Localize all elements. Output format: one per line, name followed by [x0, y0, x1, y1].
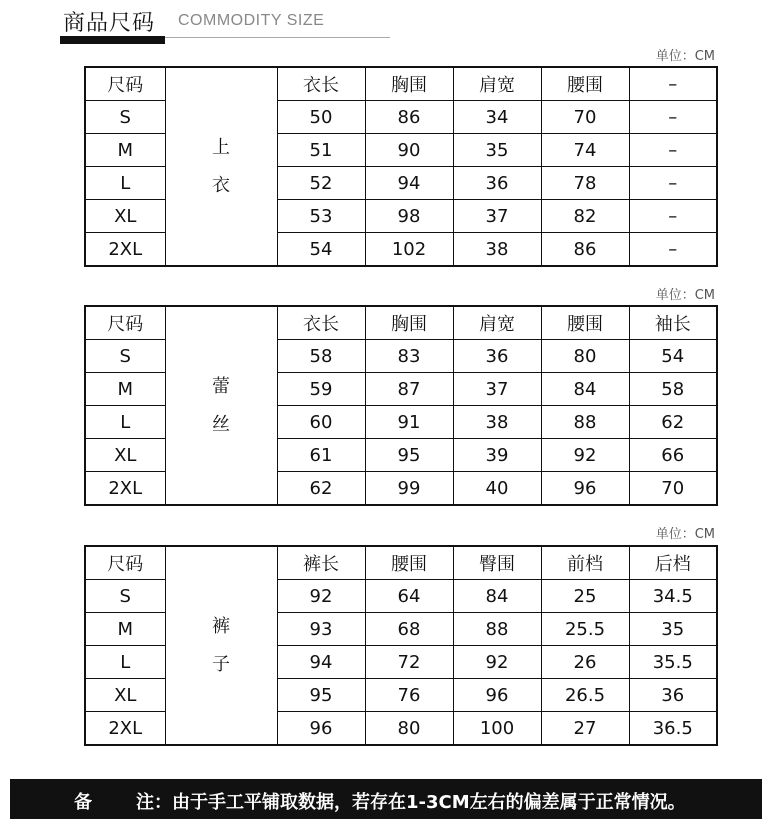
size-cell: M [85, 134, 165, 167]
measurement-cell: 84 [541, 373, 629, 406]
measurement-cell: 88 [541, 406, 629, 439]
size-cell: 2XL [85, 233, 165, 267]
measurement-cell: 62 [277, 472, 365, 506]
measurement-cell: – [629, 200, 717, 233]
measurement-cell: 96 [277, 712, 365, 746]
measurement-cell: 26 [541, 646, 629, 679]
measurement-cell: 64 [365, 580, 453, 613]
measurement-cell: 60 [277, 406, 365, 439]
measurement-cell: 96 [453, 679, 541, 712]
header-cell: 衣长 [277, 67, 365, 101]
size-cell: 2XL [85, 712, 165, 746]
measurement-cell: – [629, 134, 717, 167]
measurement-cell: 25 [541, 580, 629, 613]
measurement-cell: 76 [365, 679, 453, 712]
size-cell: M [85, 373, 165, 406]
measurement-cell: 25.5 [541, 613, 629, 646]
measurement-cell: 40 [453, 472, 541, 506]
header-cell: 腰围 [541, 306, 629, 340]
measurement-cell: 80 [541, 340, 629, 373]
header-cell: 前档 [541, 546, 629, 580]
measurement-cell: 36 [629, 679, 717, 712]
measurement-cell: 66 [629, 439, 717, 472]
measurement-cell: 68 [365, 613, 453, 646]
measurement-cell: 58 [629, 373, 717, 406]
measurement-cell: 70 [541, 101, 629, 134]
header-cell: 胸围 [365, 67, 453, 101]
header-cell: – [629, 67, 717, 101]
size-table-lace [84, 305, 718, 506]
header-cell: 裤长 [277, 546, 365, 580]
measurement-cell: 54 [629, 340, 717, 373]
header-cell: 臀围 [453, 546, 541, 580]
measurement-cell: 94 [365, 167, 453, 200]
measurement-cell: 92 [541, 439, 629, 472]
unit-label-1: 单位：CM [655, 49, 715, 64]
measurement-cell: 90 [365, 134, 453, 167]
measurement-cell: – [629, 233, 717, 267]
header-cell: 肩宽 [453, 306, 541, 340]
measurement-cell: 62 [629, 406, 717, 439]
size-cell: XL [85, 679, 165, 712]
measurement-cell: 34.5 [629, 580, 717, 613]
measurement-cell: 95 [365, 439, 453, 472]
note-bar [10, 779, 762, 819]
measurement-cell: 26.5 [541, 679, 629, 712]
measurement-cell: 51 [277, 134, 365, 167]
measurement-cell: 94 [277, 646, 365, 679]
measurement-cell: 36 [453, 340, 541, 373]
header-cell: 尺码 [85, 546, 165, 580]
measurement-cell: 36.5 [629, 712, 717, 746]
size-cell: M [85, 613, 165, 646]
category-char: 上 [212, 136, 230, 158]
measurement-cell: 52 [277, 167, 365, 200]
category-char: 蕾 [212, 375, 230, 397]
measurement-cell: 72 [365, 646, 453, 679]
measurement-cell: 98 [365, 200, 453, 233]
table-header-row [85, 546, 717, 580]
note-text: 注：由于手工平铺取数据，若存在1-3CM左右的偏差属于正常情况。 [136, 792, 686, 813]
table-header-row [85, 67, 717, 101]
measurement-cell: 83 [365, 340, 453, 373]
category-char: 子 [212, 653, 230, 675]
size-cell: 2XL [85, 472, 165, 506]
measurement-cell: 78 [541, 167, 629, 200]
measurement-cell: 95 [277, 679, 365, 712]
measurement-cell: 38 [453, 233, 541, 267]
measurement-cell: 27 [541, 712, 629, 746]
size-cell: L [85, 406, 165, 439]
measurement-cell: 59 [277, 373, 365, 406]
measurement-cell: 36 [453, 167, 541, 200]
table-header-row [85, 306, 717, 340]
category-label [165, 546, 277, 745]
header-cell: 衣长 [277, 306, 365, 340]
size-table-pants [84, 545, 718, 746]
measurement-cell: 92 [277, 580, 365, 613]
measurement-cell: 35 [453, 134, 541, 167]
measurement-cell: 61 [277, 439, 365, 472]
header-cell: 肩宽 [453, 67, 541, 101]
header-cell: 腰围 [365, 546, 453, 580]
size-cell: S [85, 580, 165, 613]
measurement-cell: 96 [541, 472, 629, 506]
size-cell: S [85, 101, 165, 134]
section-header [60, 4, 390, 42]
size-table-top [84, 66, 718, 267]
unit-label-2: 单位：CM [655, 288, 715, 303]
measurement-cell: 53 [277, 200, 365, 233]
measurement-cell: 93 [277, 613, 365, 646]
size-cell: L [85, 646, 165, 679]
size-cell: L [85, 167, 165, 200]
header-cell: 尺码 [85, 67, 165, 101]
measurement-cell: 86 [541, 233, 629, 267]
measurement-cell: 38 [453, 406, 541, 439]
section-subtitle: COMMODITY SIZE [178, 12, 325, 29]
measurement-cell: 80 [365, 712, 453, 746]
measurement-cell: 99 [365, 472, 453, 506]
category-label [165, 306, 277, 505]
measurement-cell: 87 [365, 373, 453, 406]
size-cell: XL [85, 200, 165, 233]
measurement-cell: – [629, 167, 717, 200]
category-char: 衣 [212, 174, 230, 196]
measurement-cell: 70 [629, 472, 717, 506]
measurement-cell: 54 [277, 233, 365, 267]
measurement-cell: 39 [453, 439, 541, 472]
header-cell: 胸围 [365, 306, 453, 340]
measurement-cell: 37 [453, 373, 541, 406]
note-label: 备 [74, 792, 94, 813]
measurement-cell: 91 [365, 406, 453, 439]
measurement-cell: 50 [277, 101, 365, 134]
category-char: 丝 [212, 413, 230, 435]
measurement-cell: 35.5 [629, 646, 717, 679]
measurement-cell: 35 [629, 613, 717, 646]
measurement-cell: – [629, 101, 717, 134]
header-cell: 尺码 [85, 306, 165, 340]
header-cell: 袖长 [629, 306, 717, 340]
measurement-cell: 74 [541, 134, 629, 167]
section-title: 商品尺码 [63, 11, 156, 36]
category-label [165, 67, 277, 266]
size-cell: S [85, 340, 165, 373]
header-cell: 腰围 [541, 67, 629, 101]
category-char: 裤 [212, 615, 230, 637]
unit-label-3: 单位：CM [655, 527, 715, 542]
measurement-cell: 34 [453, 101, 541, 134]
header-accent-bar [60, 36, 165, 44]
header-cell: 后档 [629, 546, 717, 580]
measurement-cell: 100 [453, 712, 541, 746]
measurement-cell: 37 [453, 200, 541, 233]
size-cell: XL [85, 439, 165, 472]
measurement-cell: 86 [365, 101, 453, 134]
measurement-cell: 82 [541, 200, 629, 233]
measurement-cell: 84 [453, 580, 541, 613]
measurement-cell: 92 [453, 646, 541, 679]
measurement-cell: 102 [365, 233, 453, 267]
measurement-cell: 58 [277, 340, 365, 373]
measurement-cell: 88 [453, 613, 541, 646]
